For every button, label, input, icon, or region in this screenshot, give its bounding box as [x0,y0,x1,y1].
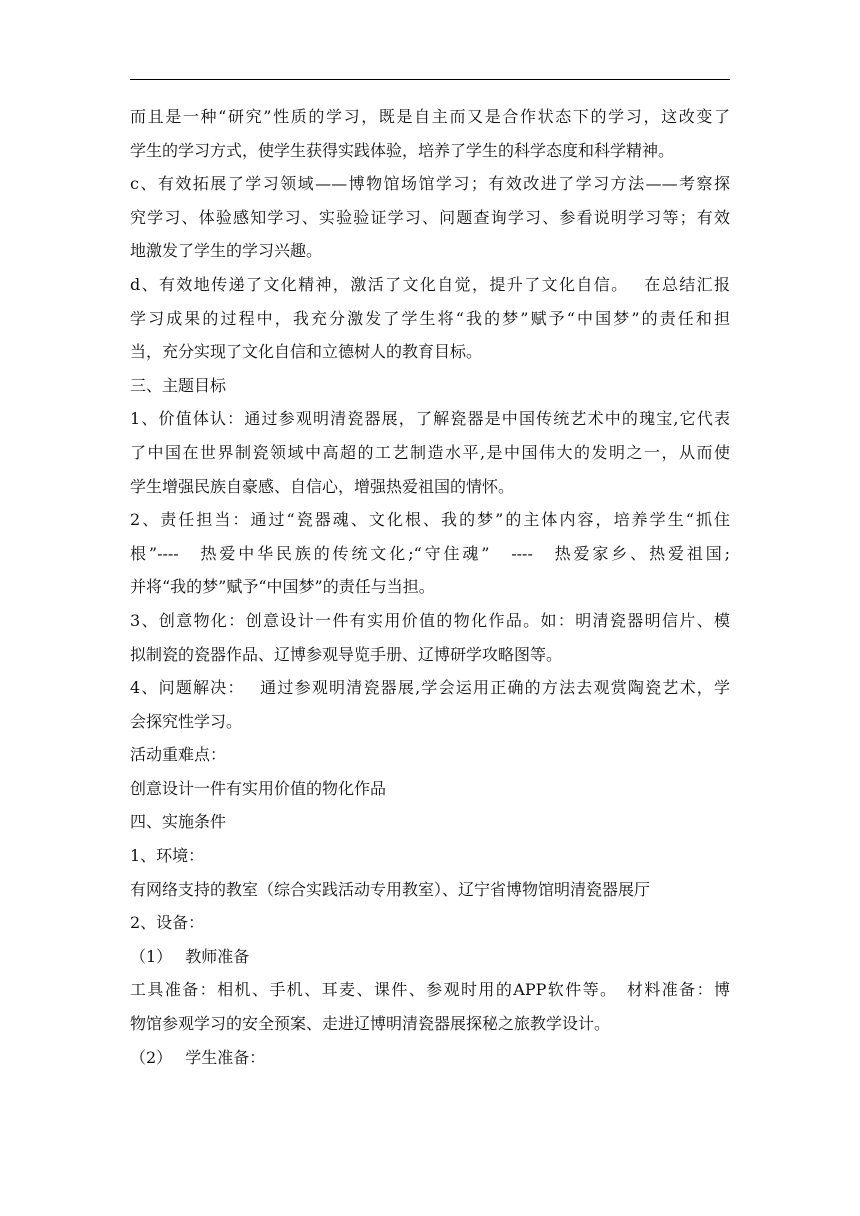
text-line: （2） 学生准备： [130,1047,266,1067]
text-line: 物馆参观学习的安全预案、走进辽博明清瓷器展探秘之旅教学设计。 [130,1014,611,1034]
text-line: 学生增强民族自豪感、自信心，增强热爱祖国的情怀。 [130,476,515,496]
text-line: 2、责任担当：通过“瓷器魂、文化根、我的梦”的主体内容，培养学生“抓住 [130,510,730,530]
header-rule [130,79,730,80]
text-line: 当，充分实现了文化自信和立德树人的教育目标。 [130,342,483,362]
text-line: 1、环境： [130,846,205,866]
text-line: d、有效地传递了文化精神，激活了文化自觉，提升了文化自信。 在总结汇报 [130,274,730,294]
text-line: 而且是一种“研究”性质的学习，既是自主而又是合作状态下的学习，这改变了 [130,107,730,126]
text-line: 学习成果的过程中，我充分激发了学生将“我的梦”赋予“中国梦”的责任和担 [130,308,730,328]
text-line: 根”---- 热爱中华民族的传统文化;“守住魂” ---- 热爱家乡、热爱祖国; [130,543,730,563]
text-line: 了中国在世界制瓷领域中高超的工艺制造水平,是中国伟大的发明之一，从而使 [130,442,730,462]
text-line: 3、创意物化：创意设计一件有实用价值的物化作品。如：明清瓷器明信片、模 [130,610,730,630]
text-line: 创意设计一件有实用价值的物化作品 [130,778,387,798]
document-body [130,100,730,1074]
text-line: 究学习、体验感知学习、实验验证学习、问题查询学习、参看说明学习等；有效 [130,207,730,227]
text-line: 工具准备：相机、手机、耳麦、课件、参观时用的APP软件等。 材料准备：博 [130,980,730,1000]
text-line: 四、实施条件 [130,812,227,832]
text-line: 地激发了学生的学习兴趣。 [130,241,323,261]
text-line: 有网络支持的教室（综合实践活动专用教室）、辽宁省博物馆明清瓷器展厅 [130,879,651,899]
text-line: 拟制瓷的瓷器作品、辽博参观导览手册、辽博研学攻略图等。 [130,644,563,664]
text-line: 2、设备： [130,913,205,933]
text-line: 会探究性学习。 [130,711,243,731]
text-line: c、有效拓展了学习领域——博物馆场馆学习；有效改进了学习方法——考察探 [130,174,730,194]
text-line: 并将“我的梦”赋予“中国梦”的责任与当担。 [130,577,435,597]
text-line: 4、问题解决： 通过参观明清瓷器展,学会运用正确的方法去观赏陶瓷艺术，学 [130,678,730,698]
text-line: 1、价值体认：通过参观明清瓷器展，了解瓷器是中国传统艺术中的瑰宝,它代表 [130,409,730,429]
text-line: 三、主题目标 [130,375,227,395]
text-line: （1） 教师准备 [130,946,250,966]
text-line: 活动重难点： [130,745,227,765]
text-line: 学生的学习方式，使学生获得实践体验，培养了学生的科学态度和科学精神。 [130,140,675,160]
